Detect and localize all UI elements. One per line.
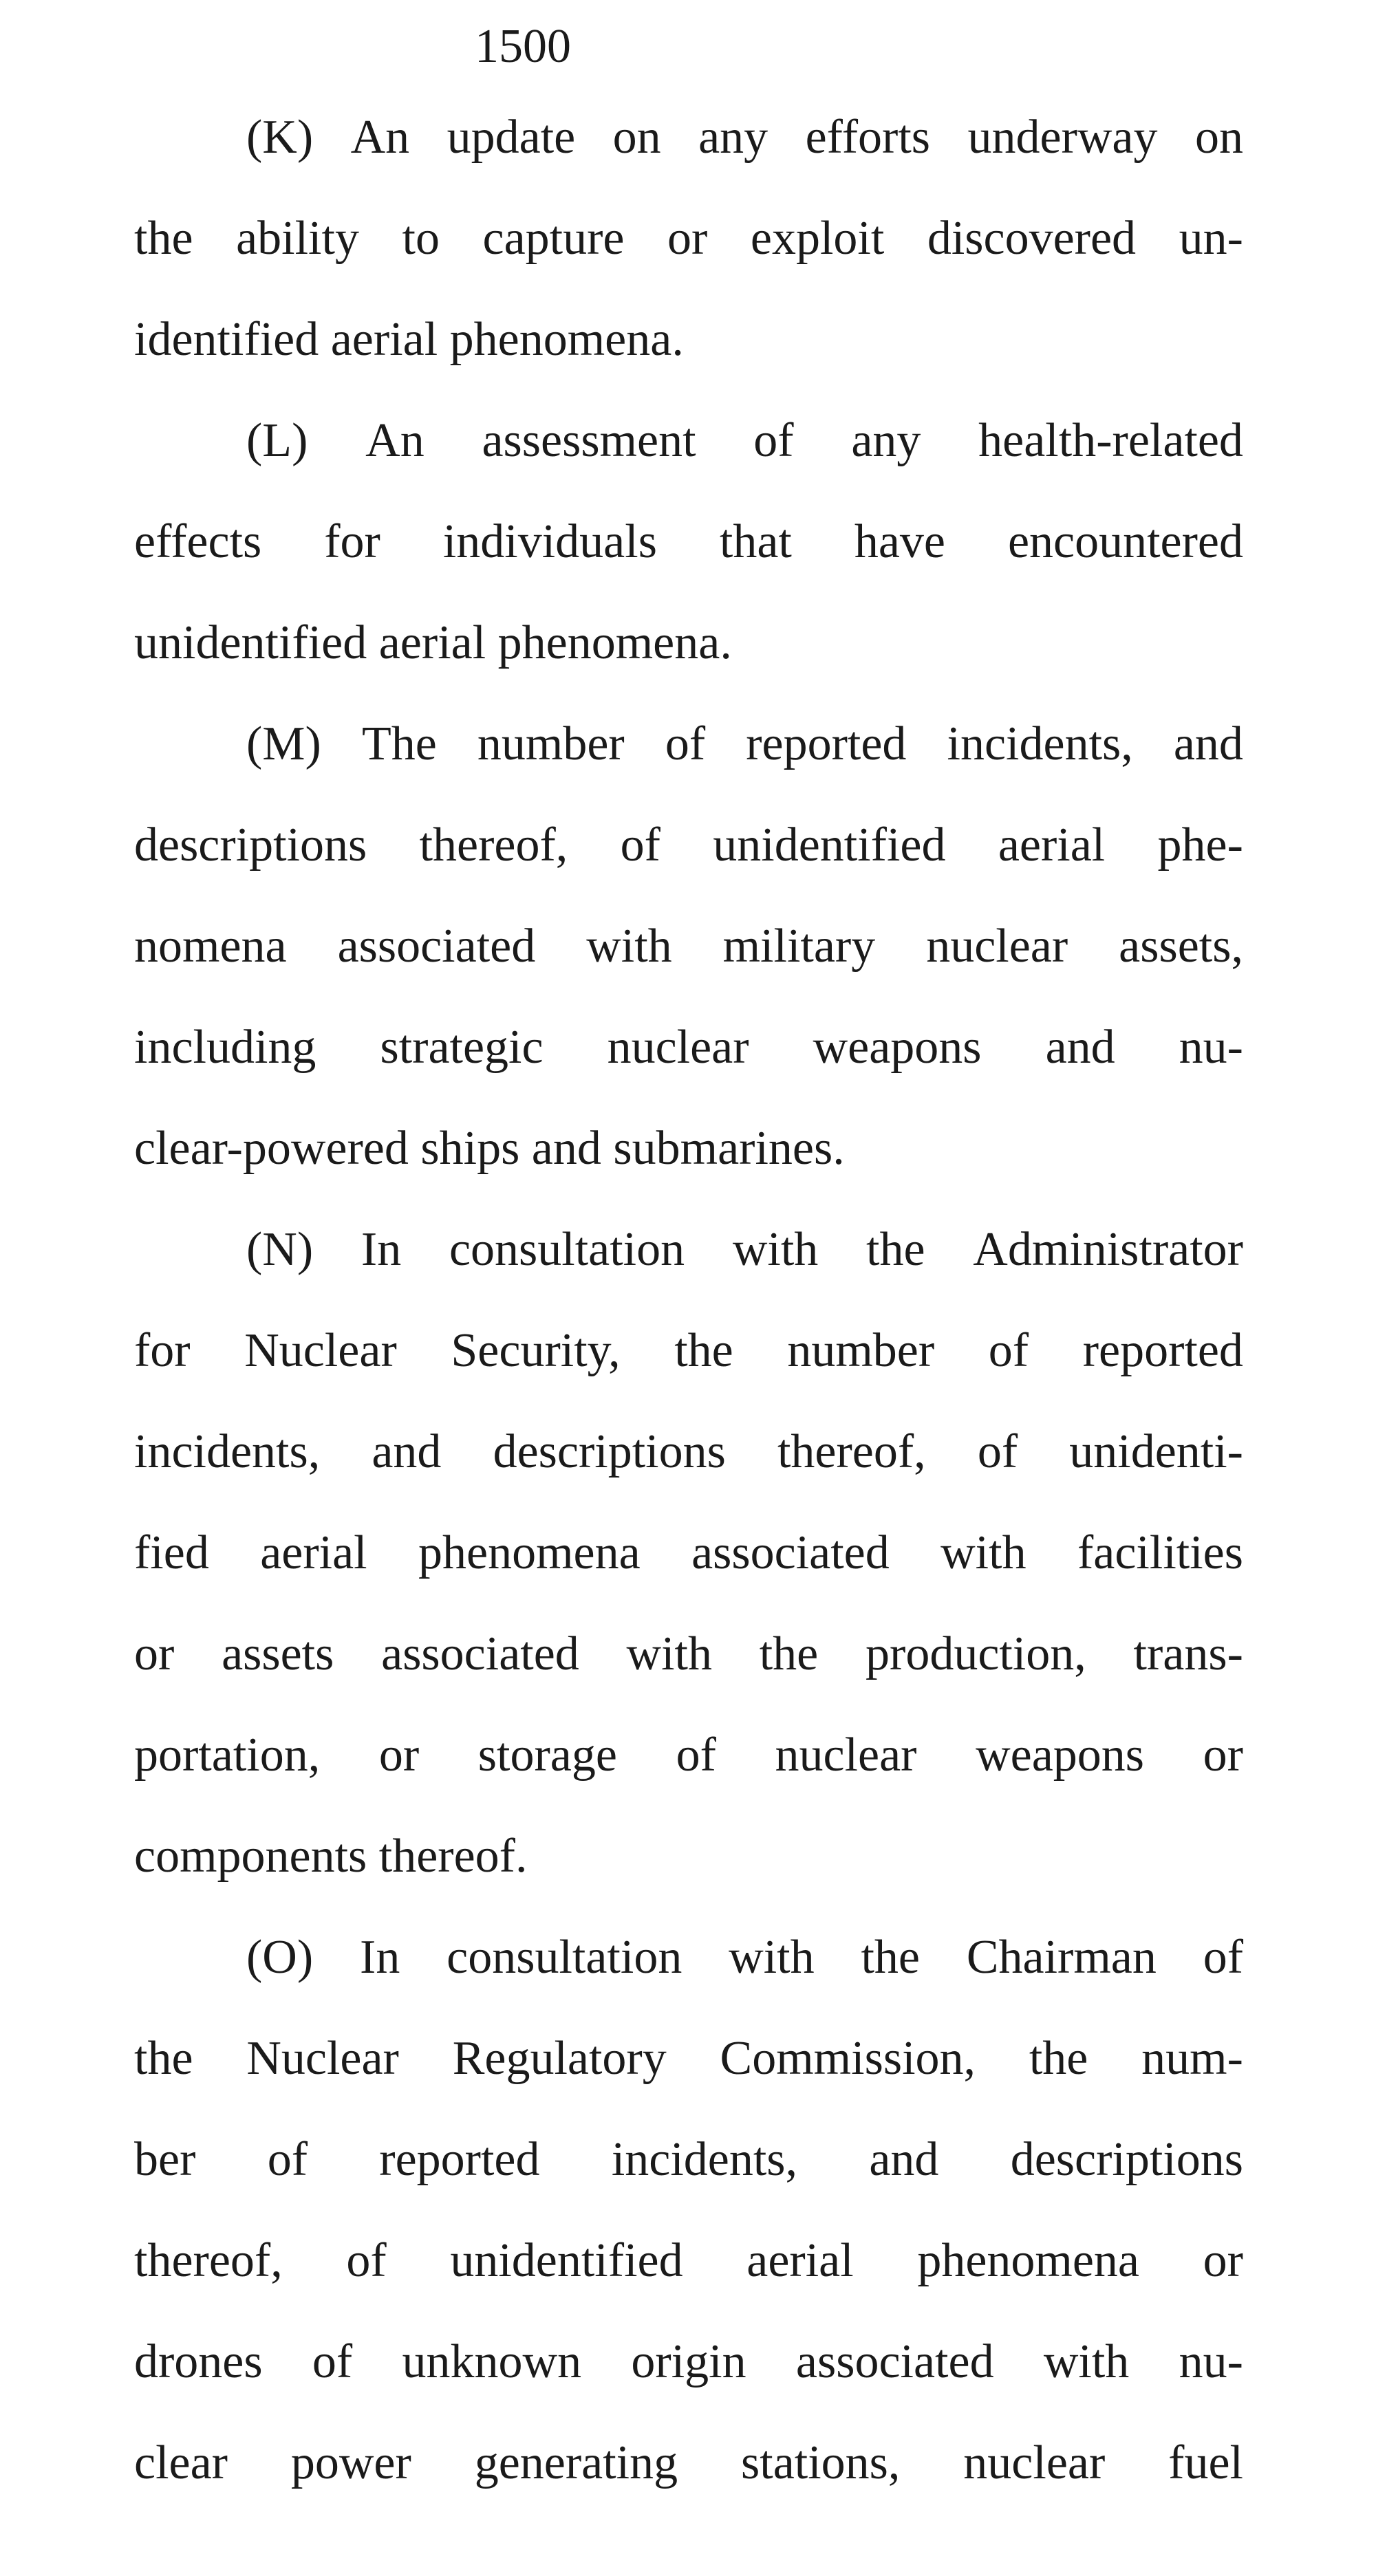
- word: for: [134, 1324, 191, 1377]
- word: incidents,: [611, 2133, 798, 2186]
- word: the: [134, 212, 193, 265]
- word: assessment: [482, 414, 696, 467]
- word: and: [1173, 717, 1243, 770]
- word: nu-: [1179, 1021, 1243, 1074]
- word: of: [665, 717, 706, 770]
- paragraph-k-line-3: identified aerial phenomena.: [134, 313, 684, 366]
- word: of: [988, 1324, 1029, 1377]
- word: aerial: [746, 2234, 854, 2287]
- paragraph-m-line-1: [246, 710, 1243, 779]
- word: weapons: [813, 1021, 982, 1074]
- word: strategic: [380, 1021, 544, 1074]
- word: on: [1194, 111, 1243, 164]
- word: (O): [246, 1931, 314, 1984]
- word: with: [586, 920, 672, 973]
- word: the: [1029, 2032, 1088, 2085]
- word: number: [787, 1324, 935, 1377]
- word: Nuclear: [246, 2032, 399, 2085]
- word: assets,: [1119, 920, 1243, 973]
- word: that: [719, 515, 792, 568]
- word: nuclear: [607, 1021, 749, 1074]
- paragraph-n-line-5: [134, 1620, 1243, 1689]
- word: descriptions: [134, 819, 367, 872]
- word: for: [324, 515, 380, 568]
- word: or: [134, 1627, 175, 1680]
- word: to: [402, 212, 440, 265]
- paragraph-k-line-2: [134, 204, 1243, 273]
- word: or: [1203, 1729, 1243, 1782]
- paragraph-n-line-4: [134, 1519, 1243, 1588]
- word: fied: [134, 1526, 209, 1579]
- word: of: [312, 2335, 353, 2388]
- word: reported: [1082, 1324, 1243, 1377]
- word: unidentified: [450, 2234, 683, 2287]
- word: discovered: [927, 212, 1137, 265]
- paragraph-m-line-5: clear-powered ships and submarines.: [134, 1122, 845, 1175]
- word: associated: [691, 1526, 890, 1579]
- word: including: [134, 1021, 316, 1074]
- word: nuclear: [963, 2436, 1106, 2489]
- word: num-: [1141, 2032, 1243, 2085]
- word: the: [759, 1627, 819, 1680]
- word: Administrator: [973, 1223, 1243, 1276]
- paragraph-m-line-2: [134, 811, 1243, 880]
- word: of: [1203, 1931, 1243, 1984]
- paragraph-l-line-2: [134, 508, 1243, 576]
- word: of: [346, 2234, 387, 2287]
- word: (K): [246, 111, 314, 164]
- word: unknown: [402, 2335, 582, 2388]
- paragraph-o-line-6: [134, 2429, 1243, 2498]
- word: with: [626, 1627, 712, 1680]
- word: with: [729, 1931, 815, 1984]
- word: ber: [134, 2133, 196, 2186]
- word: with: [732, 1223, 819, 1276]
- paragraph-o-line-3: [134, 2125, 1243, 2194]
- word: In: [360, 1931, 400, 1984]
- word: associated: [795, 2335, 994, 2388]
- word: clear: [134, 2436, 228, 2489]
- paragraph-o-line-1: [246, 1923, 1243, 1992]
- word: military: [722, 920, 876, 973]
- word: An: [365, 414, 424, 467]
- paragraph-n-line-3: [134, 1418, 1243, 1486]
- word: of: [676, 1729, 716, 1782]
- word: Security,: [451, 1324, 621, 1377]
- paragraph-m-line-3: [134, 912, 1243, 981]
- paragraph-o-line-5: [134, 2328, 1243, 2396]
- word: descriptions: [493, 1425, 726, 1478]
- word: associated: [337, 920, 536, 973]
- word: (M): [246, 717, 321, 770]
- word: The: [361, 717, 437, 770]
- word: aerial: [998, 819, 1106, 872]
- word: unidenti-: [1069, 1425, 1243, 1478]
- word: reported: [379, 2133, 540, 2186]
- paragraph-o-line-4: [134, 2227, 1243, 2295]
- word: fuel: [1168, 2436, 1243, 2489]
- word: descriptions: [1010, 2133, 1243, 2186]
- word: Regulatory: [452, 2032, 667, 2085]
- word: of: [620, 819, 660, 872]
- word: nuclear: [926, 920, 1068, 973]
- word: incidents,: [134, 1425, 321, 1478]
- paragraph-l-line-3: unidentified aerial phenomena.: [134, 616, 732, 669]
- word: phenomena: [917, 2234, 1139, 2287]
- word: individuals: [442, 515, 657, 568]
- word: have: [854, 515, 945, 568]
- word: the: [134, 2032, 193, 2085]
- page-number: 1500: [475, 20, 571, 73]
- word: effects: [134, 515, 262, 568]
- word: reported: [746, 717, 907, 770]
- word: aerial: [260, 1526, 367, 1579]
- word: assets: [222, 1627, 334, 1680]
- word: portation,: [134, 1729, 321, 1782]
- word: health-related: [978, 414, 1243, 467]
- word: unidentified: [713, 819, 946, 872]
- word: thereof,: [777, 1425, 926, 1478]
- word: thereof,: [419, 819, 568, 872]
- word: trans-: [1133, 1627, 1243, 1680]
- paragraph-o-line-2: [134, 2024, 1243, 2093]
- word: or: [1203, 2234, 1243, 2287]
- word: the: [861, 1931, 920, 1984]
- word: nuclear: [775, 1729, 917, 1782]
- word: weapons: [976, 1729, 1145, 1782]
- paragraph-n-line-1: [246, 1215, 1243, 1284]
- word: In: [361, 1223, 402, 1276]
- word: of: [977, 1425, 1018, 1478]
- word: any: [851, 414, 921, 467]
- word: and: [1045, 1021, 1115, 1074]
- paragraph-n-line-2: [134, 1317, 1243, 1385]
- word: of: [753, 414, 794, 467]
- word: with: [1043, 2335, 1130, 2388]
- word: facilities: [1077, 1526, 1243, 1579]
- word: drones: [134, 2335, 263, 2388]
- word: storage: [477, 1729, 617, 1782]
- word: on: [612, 111, 661, 164]
- word: capture: [482, 212, 625, 265]
- word: origin: [631, 2335, 746, 2388]
- paragraph-k-line-1: [246, 103, 1243, 172]
- word: or: [378, 1729, 420, 1782]
- word: and: [869, 2133, 939, 2186]
- word: nu-: [1179, 2335, 1243, 2388]
- word: thereof,: [134, 2234, 283, 2287]
- paragraph-m-line-4: [134, 1013, 1243, 1082]
- word: An: [350, 111, 410, 164]
- word: Commission,: [720, 2032, 976, 2085]
- word: Chairman: [966, 1931, 1157, 1984]
- word: consultation: [447, 1931, 682, 1984]
- word: and: [372, 1425, 442, 1478]
- word: generating: [474, 2436, 678, 2489]
- word: efforts: [805, 111, 931, 164]
- word: number: [477, 717, 625, 770]
- word: ability: [236, 212, 359, 265]
- word: phe-: [1157, 819, 1243, 872]
- word: incidents,: [947, 717, 1133, 770]
- word: un-: [1179, 212, 1243, 265]
- word: the: [674, 1324, 733, 1377]
- word: production,: [866, 1627, 1086, 1680]
- word: stations,: [741, 2436, 901, 2489]
- word: nomena: [134, 920, 287, 973]
- paragraph-l-line-1: [246, 407, 1243, 475]
- paragraph-n-line-7: components thereof.: [134, 1830, 528, 1883]
- word: exploit: [750, 212, 885, 265]
- word: consultation: [449, 1223, 685, 1276]
- word: associated: [381, 1627, 579, 1680]
- paragraph-n-line-6: [134, 1721, 1243, 1790]
- word: underway: [967, 111, 1158, 164]
- word: power: [290, 2436, 411, 2489]
- word: of: [267, 2133, 308, 2186]
- word: phenomena: [418, 1526, 641, 1579]
- word: (L): [246, 414, 308, 467]
- word: encountered: [1007, 515, 1243, 568]
- word: any: [698, 111, 768, 164]
- word: or: [667, 212, 708, 265]
- word: the: [866, 1223, 925, 1276]
- word: (N): [246, 1223, 314, 1276]
- word: with: [940, 1526, 1026, 1579]
- word: Nuclear: [244, 1324, 397, 1377]
- word: update: [447, 111, 576, 164]
